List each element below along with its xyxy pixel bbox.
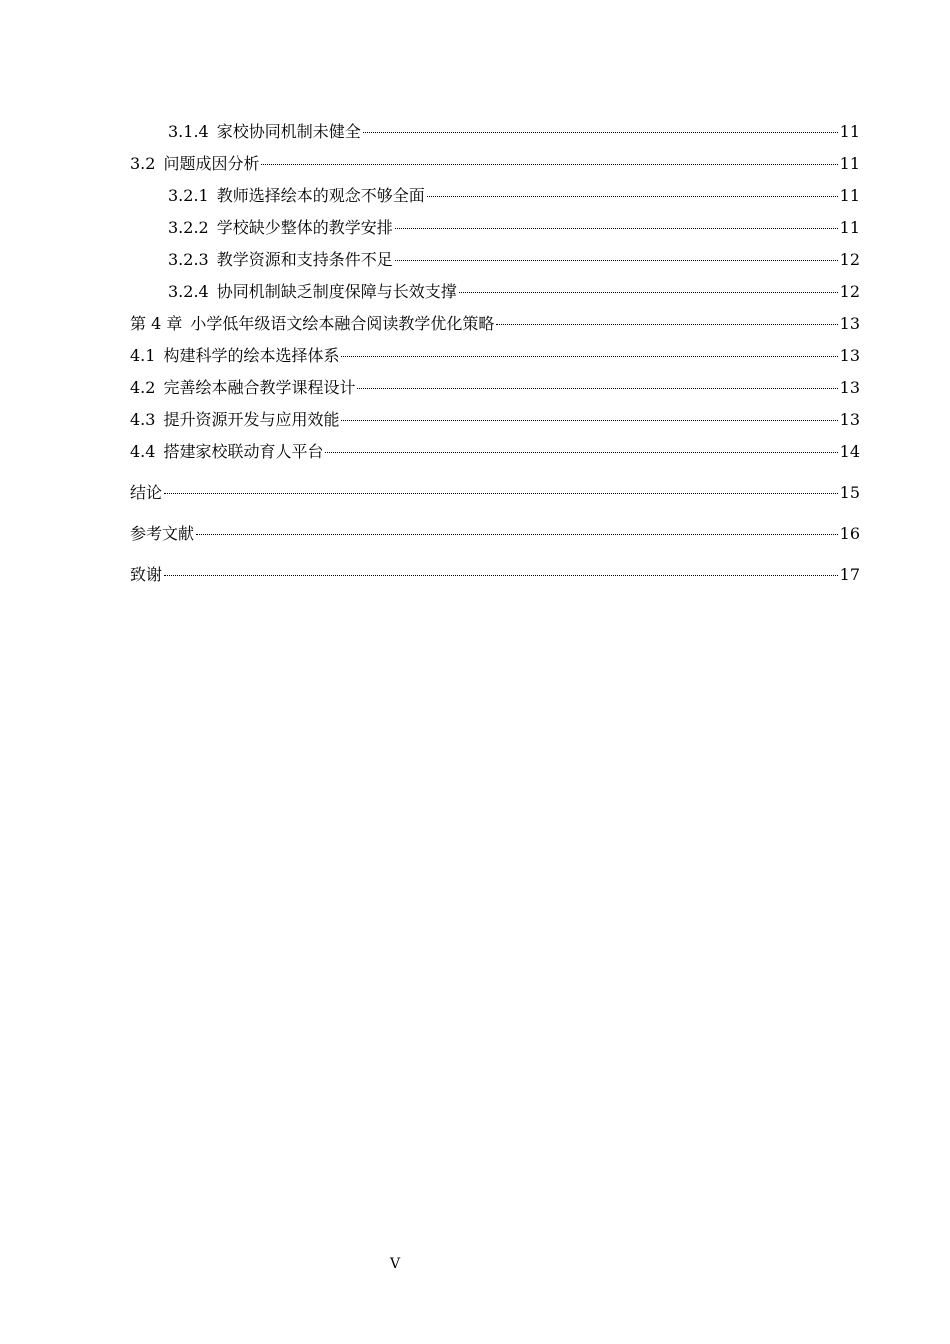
toc-entry-page: 15 [839,483,860,502]
dot-leader [164,493,838,494]
dot-leader [427,196,838,197]
toc-entry[interactable] [130,244,860,276]
toc-entry-page: 13 [839,314,860,333]
dot-leader [261,164,837,165]
dot-leader [496,324,837,325]
toc-entry-number: 3.2.1 [168,186,209,205]
dot-leader [363,132,838,133]
toc-entry-page: 12 [839,282,860,301]
toc-entry[interactable] [130,404,860,436]
toc-entry-number: 3.1.4 [168,122,209,141]
toc-entry-title: 提升资源开发与应用效能 [163,410,340,429]
toc-entry[interactable] [130,436,860,468]
toc-entry-title: 教学资源和支持条件不足 [216,250,393,269]
toc-entry-page: 13 [839,410,860,429]
dot-leader [325,452,837,453]
toc-entry[interactable] [130,180,860,212]
toc-entry-page: 11 [839,186,860,205]
toc-entry-title: 结论 [130,483,163,502]
dot-leader [341,420,837,421]
table-of-contents [130,116,860,591]
toc-entry-page: 13 [839,378,860,397]
toc-entry-title: 完善绘本融合教学课程设计 [163,378,356,397]
toc-entry[interactable] [130,116,860,148]
toc-entry[interactable] [130,276,860,308]
toc-entry-page: 11 [839,122,860,141]
toc-entry-page: 16 [839,524,860,543]
toc-entry-acknowledgements[interactable] [130,550,860,591]
toc-entry-title: 家校协同机制未健全 [216,122,361,141]
toc-entry[interactable] [130,212,860,244]
toc-entry-number: 4.2 [130,378,156,397]
toc-entry-title: 学校缺少整体的教学安排 [216,218,393,237]
toc-entry-title: 协同机制缺乏制度保障与长效支撑 [216,282,457,301]
toc-entry-page: 17 [839,565,860,584]
toc-entry-title: 小学低年级语文绘本融合阅读教学优化策略 [190,314,495,333]
toc-entry-title: 参考文献 [130,524,195,543]
toc-entry-title: 搭建家校联动育人平台 [163,442,324,461]
toc-entry-number: 3.2 [130,154,156,173]
toc-entry-number: 4.4 [130,442,156,461]
toc-entry-title: 教师选择绘本的观念不够全面 [216,186,425,205]
dot-leader [395,228,838,229]
dot-leader [164,575,838,576]
page-footer-number: V [389,1256,401,1272]
toc-entry-number: 4.1 [130,346,156,365]
toc-entry-number: 3.2.3 [168,250,209,269]
toc-entry-page: 14 [839,442,860,461]
toc-entry-number: 3.2.2 [168,218,209,237]
toc-entry-page: 12 [839,250,860,269]
dot-leader [341,356,837,357]
toc-entry[interactable] [130,340,860,372]
dot-leader [459,292,838,293]
toc-entry-conclusion[interactable] [130,468,860,509]
toc-entry-title: 构建科学的绘本选择体系 [163,346,340,365]
toc-entry-number: 第 4 章 [130,314,183,333]
dot-leader [395,260,838,261]
toc-entry-page: 11 [839,218,860,237]
toc-entry-page: 13 [839,346,860,365]
toc-entry-number: 3.2.4 [168,282,209,301]
toc-entry-number: 4.3 [130,410,156,429]
toc-entry-chapter[interactable] [130,308,860,340]
dot-leader [357,388,837,389]
toc-entry[interactable] [130,148,860,180]
toc-entry-title: 问题成因分析 [163,154,260,173]
dot-leader [196,534,838,535]
toc-entry-page: 11 [839,154,860,173]
toc-entry[interactable] [130,372,860,404]
toc-entry-title: 致谢 [130,565,163,584]
toc-entry-references[interactable] [130,509,860,550]
